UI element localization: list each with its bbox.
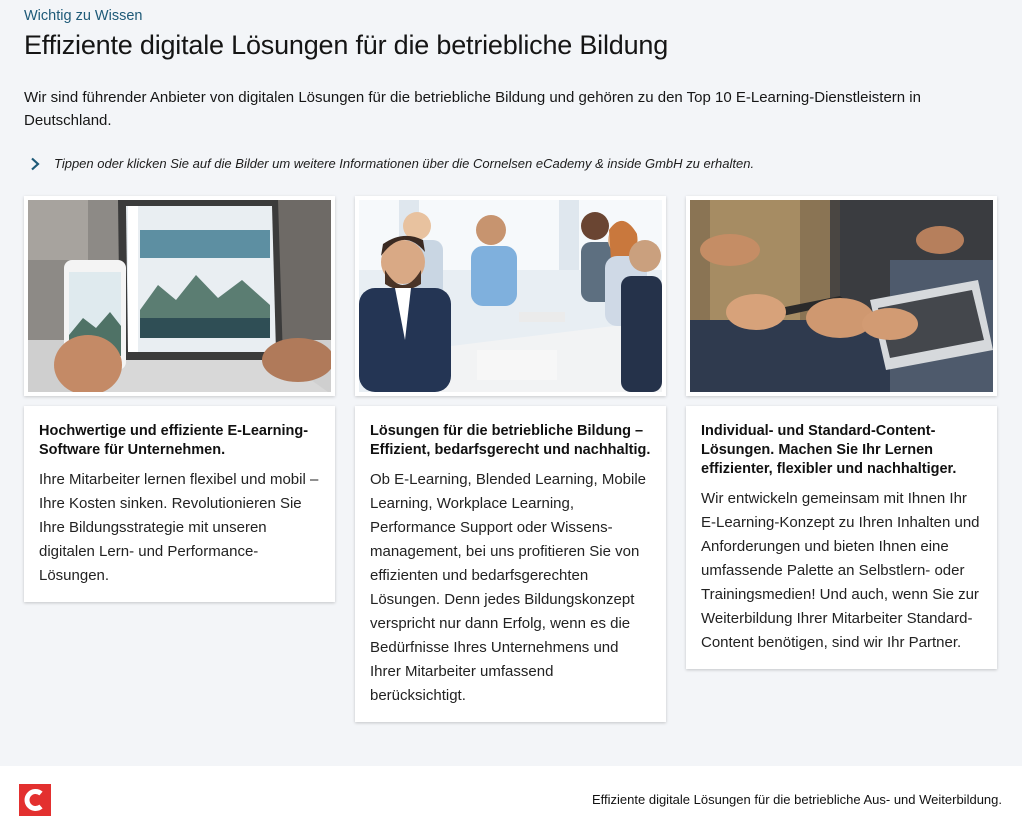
business-meeting-photo — [359, 200, 662, 392]
card-business-training — [355, 406, 666, 722]
cornelsen-logo-icon[interactable] — [19, 784, 51, 816]
card-content-solutions — [686, 406, 997, 669]
card-image-business-meeting[interactable] — [355, 196, 666, 396]
card-heading: Lösungen für die betriebliche Bildung – Effizient, bedarfsgerecht und nachhaltig. — [370, 423, 651, 458]
card-body: Ihre Mitarbeiter lernen flexibel und mobil – Ihre Kosten sinken. Revolutionieren Sie Ihre Bildungsstrategie mit unseren digitalen Lern- und Performance-Lösungen. — [39, 471, 319, 584]
card-image-elearning-software[interactable] — [24, 196, 335, 396]
card-body: Ob E-Learning, Blended Learning, Mobile Learning, Workplace Learning, Performance Support oder Wissens-management, bei uns profitieren Sie von effizienten und bedarfsgerechten Lösungen. Denn jedes Bildungskonzept verspricht nur dann Erfolg, wenn es die Bedürfnisse Ihres Unternehmens und Ihrer Mitarbeiter umfassend berücksichtigt. — [370, 471, 647, 704]
footer-tagline: Effiziente digitale Lösungen für die betriebliche Aus- und Weiterbildung. — [591, 792, 1002, 807]
card-elearning-software — [24, 406, 335, 602]
laptop-phone-photo — [28, 200, 331, 392]
card-heading: Individual- und Standard-Content-Lösungen. Machen Sie Ihr Lernen effizienter, flexibler und nachhaltiger. — [701, 423, 957, 477]
hint-row — [30, 156, 754, 171]
page-title: Effiziente digitale Lösungen für die betriebliche Bildung — [24, 30, 669, 60]
footer-bar — [0, 766, 1022, 822]
hint-text: Tippen oder klicken Sie auf die Bilder um weitere Informationen über die Cornelsen eCademy & inside GmbH zu erhalten. — [54, 156, 755, 171]
card-body: Wir entwickeln gemeinsam mit Ihnen Ihr E-Learning-Konzept zu Ihren Inhalten und Anforderungen und bieten Ihnen eine umfassende Palette an Selbstlern- oder Trainingsmedien! Und auch, wenn Sie zur Weiterbildung Ihrer Mitarbeiter Standard-Content benötigen, sind wir Ihr Partner. — [701, 490, 980, 651]
card-image-content-solutions[interactable] — [686, 196, 997, 396]
laptop-work-photo — [690, 200, 993, 392]
chevron-right-icon — [30, 157, 48, 171]
card-heading: Hochwertige und effiziente E-Learning-Software für Unternehmen. — [39, 423, 309, 458]
intro-text: Wir sind führender Anbieter von digitalen Lösungen für die betriebliche Bildung und gehören zu den Top 10 E-Learning-Dienstleistern in Deutschland. — [24, 89, 921, 129]
section-eyebrow: Wichtig zu Wissen — [24, 8, 143, 24]
